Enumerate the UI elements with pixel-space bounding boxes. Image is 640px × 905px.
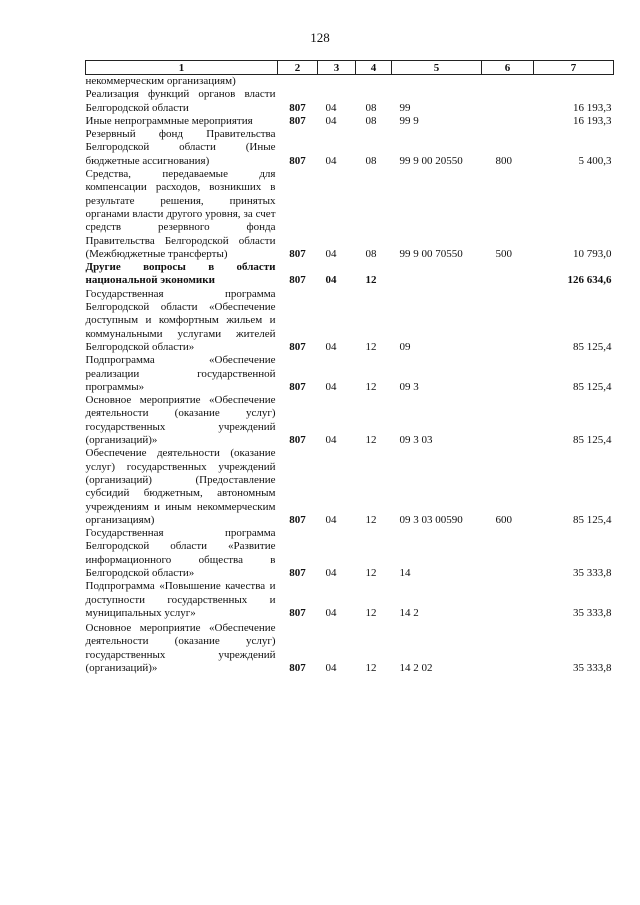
cell-expense-type bbox=[482, 88, 534, 115]
cell-expense-type bbox=[482, 75, 534, 89]
cell-name: Обеспечение деятельности (оказание услуг) государственных учреждений (организаций) (Предоставление субсидий бюджетным, автономным учреждениям и иным некоммерческим организациям) bbox=[85, 447, 276, 526]
cell-target-article: 99 bbox=[399, 101, 411, 114]
cell-subsection: 08 bbox=[365, 114, 377, 127]
cell-expense-type bbox=[482, 527, 534, 580]
cell-amount: 35 333,8 bbox=[573, 662, 612, 675]
cell-target-article bbox=[392, 261, 482, 288]
cell-target-article: 09 bbox=[399, 340, 411, 353]
cell-subsection: 08 bbox=[365, 247, 377, 260]
table-row bbox=[86, 75, 614, 89]
cell-code bbox=[278, 75, 318, 89]
cell-subsection: 12 bbox=[365, 274, 377, 287]
cell-amount: 85 125,4 bbox=[573, 434, 612, 447]
cell-target-article bbox=[392, 75, 482, 89]
cell-expense-type: 500 bbox=[495, 247, 512, 260]
cell-subsection bbox=[356, 75, 392, 89]
cell-name: Резервный фонд Правительства Белгородской области (Иные бюджетные ассигнования) bbox=[85, 128, 276, 167]
cell-target-article: 14 2 bbox=[399, 606, 419, 619]
cell-code: 807 bbox=[289, 274, 306, 287]
cell-section: 04 bbox=[325, 114, 337, 127]
table-row bbox=[86, 115, 614, 128]
cell-amount: 85 125,4 bbox=[573, 513, 612, 526]
cell-amount: 10 793,0 bbox=[573, 247, 612, 260]
cell-subsection: 12 bbox=[365, 566, 377, 579]
cell-subsection: 12 bbox=[365, 434, 377, 447]
column-header: 4 bbox=[356, 61, 392, 75]
cell-amount: 35 333,8 bbox=[573, 606, 612, 619]
table-row bbox=[86, 128, 614, 168]
cell-target-article: 99 9 00 70550 bbox=[399, 247, 463, 260]
table-header-row bbox=[86, 61, 614, 75]
cell-name: Государственная программа Белгородской области «Развитие информационного общества в Белгородской области» bbox=[85, 527, 276, 579]
cell-code: 807 bbox=[289, 340, 306, 353]
cell-expense-type bbox=[482, 354, 534, 394]
column-header: 5 bbox=[392, 61, 482, 75]
cell-section: 04 bbox=[325, 101, 337, 114]
table-row bbox=[86, 394, 614, 447]
cell-expense-type bbox=[482, 115, 534, 128]
cell-amount: 85 125,4 bbox=[573, 340, 612, 353]
cell-amount bbox=[534, 75, 614, 89]
cell-name: Государственная программа Белгородской области «Обеспечение доступным и комфортным жильем и коммунальными услугами жителей Белгородской области» bbox=[85, 287, 276, 353]
table-row bbox=[86, 168, 614, 261]
table-body bbox=[86, 75, 614, 676]
cell-subsection: 12 bbox=[365, 340, 377, 353]
cell-name: Реализация функций органов власти Белгородской области bbox=[85, 88, 276, 114]
cell-section: 04 bbox=[325, 340, 337, 353]
cell-subsection: 12 bbox=[365, 513, 377, 526]
cell-section: 04 bbox=[325, 566, 337, 579]
cell-amount: 16 193,3 bbox=[573, 114, 612, 127]
column-header: 7 bbox=[534, 61, 614, 75]
column-header: 2 bbox=[278, 61, 318, 75]
cell-name: Основное мероприятие «Обеспечение деятельности (оказание услуг) государственных учреждений (организаций)» bbox=[85, 622, 276, 675]
cell-code: 807 bbox=[289, 606, 306, 619]
cell-target-article: 09 3 03 00590 bbox=[399, 513, 463, 526]
cell-name: Средства, передаваемые для компенсации расходов, возникших в результате решения, принятых органами власти другого уровня, за счет средств резервного фонда Правительства Белгородской области (Межбюджетные трансферты) bbox=[85, 168, 276, 260]
cell-expense-type bbox=[482, 261, 534, 288]
cell-amount: 5 400,3 bbox=[578, 154, 612, 167]
cell-section: 04 bbox=[325, 662, 337, 675]
cell-code: 807 bbox=[289, 434, 306, 447]
cell-subsection: 12 bbox=[365, 606, 377, 619]
cell-code: 807 bbox=[289, 566, 306, 579]
cell-amount: 35 333,8 bbox=[573, 566, 612, 579]
cell-name: Иные непрограммные мероприятия bbox=[85, 114, 253, 127]
cell-code: 807 bbox=[289, 380, 306, 393]
cell-target-article: 09 3 bbox=[399, 380, 419, 393]
cell-target-article: 14 2 02 bbox=[399, 662, 433, 675]
cell-section: 04 bbox=[325, 154, 337, 167]
cell-name: Другие вопросы в области национальной экономики bbox=[85, 261, 276, 287]
cell-section: 04 bbox=[325, 434, 337, 447]
cell-name: Подпрограмма «Обеспечение реализации государственной программы» bbox=[85, 354, 276, 393]
page-number: 128 bbox=[310, 30, 330, 45]
cell-code: 807 bbox=[289, 247, 306, 260]
cell-code: 807 bbox=[289, 154, 306, 167]
cell-section: 04 bbox=[325, 513, 337, 526]
cell-subsection: 08 bbox=[365, 154, 377, 167]
cell-subsection: 08 bbox=[365, 101, 377, 114]
column-header: 3 bbox=[318, 61, 356, 75]
cell-name: Подпрограмма «Повышение качества и доступности государственных и муниципальных услуг» bbox=[85, 580, 276, 619]
table-row bbox=[86, 261, 614, 288]
cell-amount: 126 634,6 bbox=[567, 274, 612, 287]
cell-expense-type: 600 bbox=[495, 513, 512, 526]
cell-section: 04 bbox=[325, 247, 337, 260]
table-row bbox=[86, 447, 614, 527]
cell-name: Основное мероприятие «Обеспечение деятельности (оказание услуг) государственных учреждений (организаций)» bbox=[85, 394, 276, 447]
column-header: 6 bbox=[482, 61, 534, 75]
cell-subsection: 12 bbox=[365, 662, 377, 675]
cell-expense-type bbox=[482, 580, 534, 620]
cell-expense-type bbox=[482, 288, 534, 354]
cell-subsection: 12 bbox=[365, 380, 377, 393]
table-row bbox=[86, 88, 614, 115]
cell-expense-type bbox=[482, 620, 534, 675]
cell-code: 807 bbox=[289, 101, 306, 114]
cell-expense-type bbox=[482, 394, 534, 447]
cell-target-article: 99 9 00 20550 bbox=[399, 154, 463, 167]
table-row bbox=[86, 580, 614, 620]
column-header: 1 bbox=[86, 61, 278, 75]
table-row bbox=[86, 620, 614, 675]
cell-code: 807 bbox=[289, 513, 306, 526]
cell-amount: 16 193,3 bbox=[573, 101, 612, 114]
table-row bbox=[86, 527, 614, 580]
budget-table bbox=[85, 60, 614, 675]
cell-expense-type: 800 bbox=[495, 154, 512, 167]
table-row bbox=[86, 288, 614, 354]
cell-name: некоммерческим организациям) bbox=[85, 75, 236, 87]
cell-section: 04 bbox=[325, 606, 337, 619]
cell-section: 04 bbox=[325, 380, 337, 393]
cell-section bbox=[318, 75, 356, 89]
cell-amount: 85 125,4 bbox=[573, 380, 612, 393]
cell-section: 04 bbox=[325, 274, 337, 287]
cell-code: 807 bbox=[289, 114, 306, 127]
table-row bbox=[86, 354, 614, 394]
cell-target-article: 09 3 03 bbox=[399, 434, 433, 447]
cell-target-article: 14 bbox=[399, 566, 411, 579]
cell-code: 807 bbox=[289, 662, 306, 675]
cell-target-article: 99 9 bbox=[399, 114, 419, 127]
